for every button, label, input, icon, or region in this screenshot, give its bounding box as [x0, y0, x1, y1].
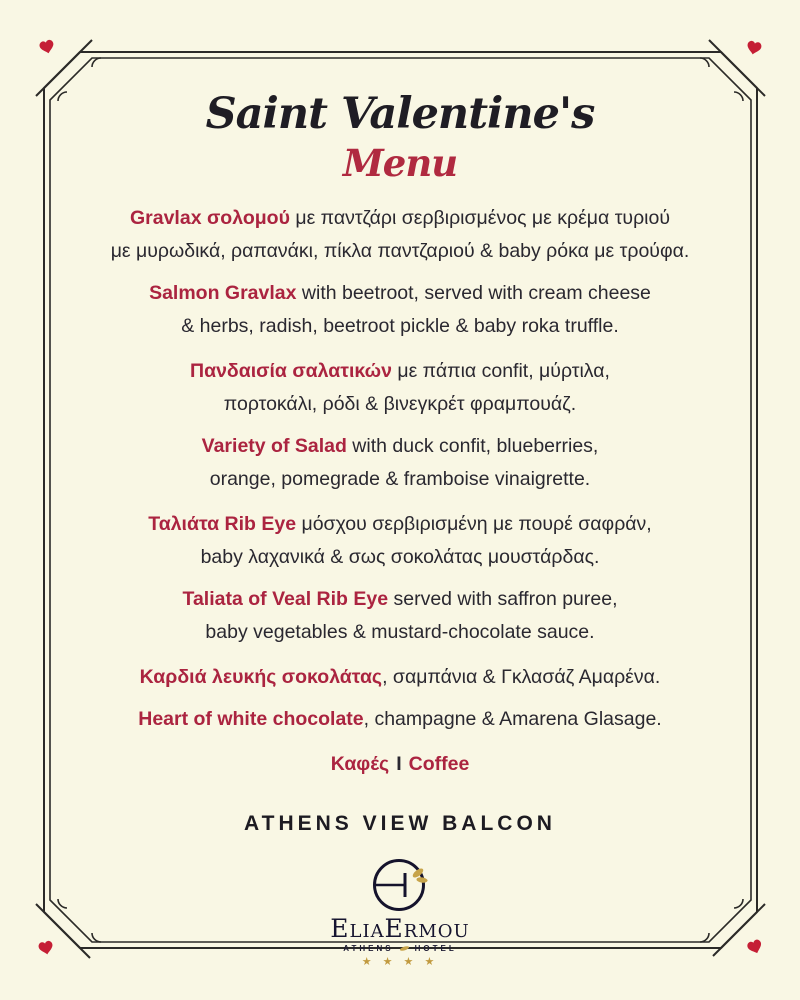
- dish-description: με πάπια confit, μύρτιλα,: [391, 360, 610, 382]
- hotel-stars: ★ ★ ★ ★: [361, 956, 439, 968]
- dish-name: Taliata of Veal Rib Eye: [182, 588, 389, 610]
- dish-description: orange, pomegrade & framboise vinaigrette.: [209, 468, 591, 490]
- menu-list: [0, 202, 800, 781]
- olive-leaves-icon: [411, 867, 428, 884]
- course-starter: [0, 202, 800, 343]
- dish-name: Heart of white chocolate: [138, 708, 364, 730]
- dish-description: baby λαχανικά & σως σοκολάτας μουστάρδας.: [200, 546, 600, 568]
- menu-item-english: [0, 583, 800, 649]
- tagline-athens: ATHENS: [343, 944, 394, 953]
- page-title: Saint Valentine's: [205, 89, 595, 139]
- hotel-wordmark: EliaErmou: [330, 914, 470, 943]
- dish-name: Καρδιά λευκής σοκολάτας: [139, 666, 383, 688]
- dish-description: μόσχου σερβιρισμένη με πουρέ σαφράν,: [296, 513, 652, 535]
- menu-item-english: [0, 277, 800, 343]
- page-subtitle: Menu: [342, 141, 458, 185]
- venue-name: ATHENS VIEW BALCON: [244, 812, 556, 835]
- dish-description: με μυρωδικά, ραπανάκι, πίκλα παντζαριού & baby ρόκα με τρούφα.: [110, 240, 690, 262]
- dish-description: πορτοκάλι, ρόδι & βινεγκρέτ φραμπουάζ.: [223, 393, 577, 415]
- dish-name: Salmon Gravlax: [149, 282, 297, 304]
- menu-item-greek: [0, 202, 800, 268]
- menu-item-greek: [0, 508, 800, 574]
- dish-description: με παντζάρι σερβιρισμένος με κρέμα τυριού: [289, 207, 671, 229]
- elia-ermou-logo-icon: [371, 857, 429, 913]
- coffee-english: Coffee: [408, 753, 470, 775]
- menu-item-greek: [0, 355, 800, 421]
- dish-description: & herbs, radish, beetroot pickle & baby roka truffle.: [181, 315, 619, 337]
- dish-description: with beetroot, served with cream cheese: [296, 282, 651, 304]
- coffee-line: [0, 748, 800, 781]
- dish-description: baby vegetables & mustard-chocolate sauce.: [205, 621, 595, 643]
- hotel-logo: [0, 857, 800, 969]
- hotel-tagline: [0, 943, 800, 954]
- dish-description: , σαμπάνια & Γκλασάζ Αμαρένα.: [382, 666, 661, 688]
- dish-description: with duck confit, blueberries,: [346, 435, 599, 457]
- coffee-greek: Καφές: [330, 753, 390, 775]
- dish-description: served with saffron puree,: [388, 588, 618, 610]
- dish-name: Πανδαισία σαλατικών: [190, 360, 392, 382]
- coffee-separator: I: [396, 753, 402, 775]
- dish-description: , champagne & Amarena Glasage.: [363, 708, 662, 730]
- course-main: [0, 508, 800, 649]
- tagline-hotel: HOTEL: [414, 944, 457, 953]
- menu-item-english: [0, 703, 800, 736]
- leaf-icon: [399, 945, 410, 952]
- menu-item-english: [0, 430, 800, 496]
- dish-name: Gravlax σολομού: [129, 207, 290, 229]
- dish-name: Variety of Salad: [201, 435, 347, 457]
- course-salad: [0, 355, 800, 496]
- dish-name: Ταλιάτα Rib Eye: [148, 513, 297, 535]
- menu-item-greek: [0, 661, 800, 694]
- course-dessert: [0, 661, 800, 736]
